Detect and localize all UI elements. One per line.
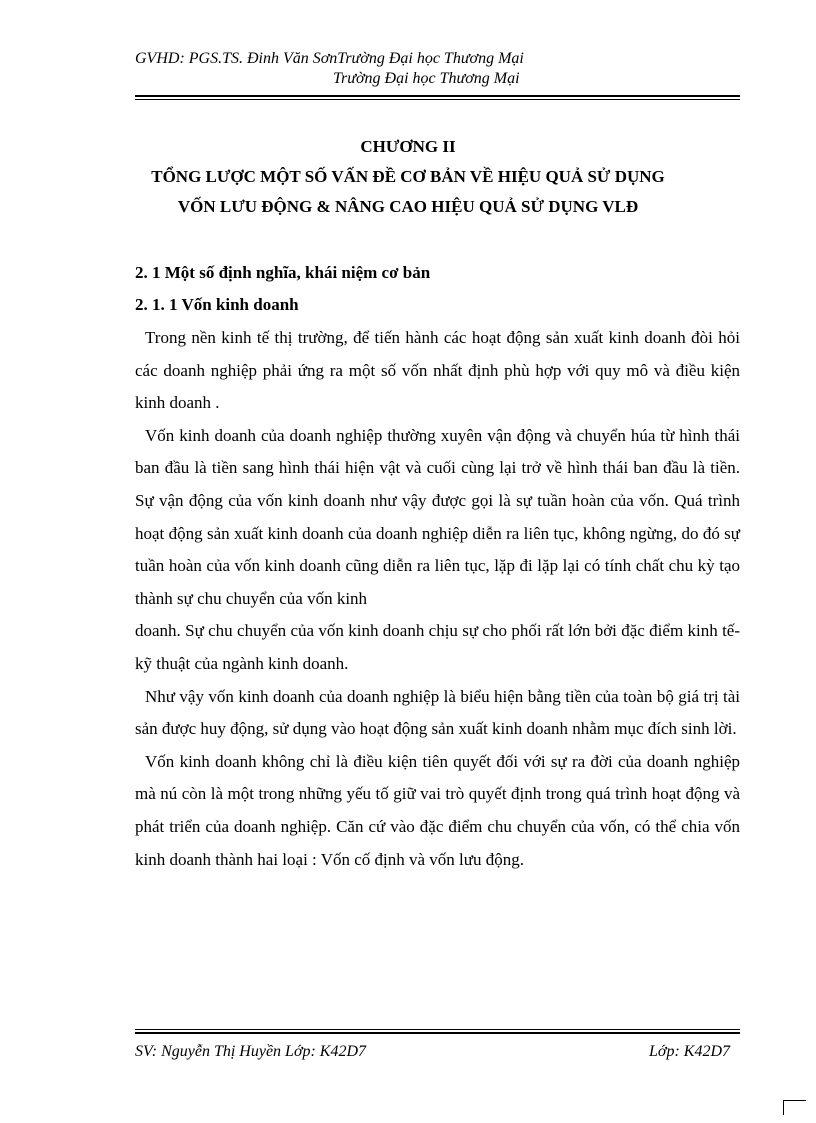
- chapter-number: CHƯƠNG II: [360, 137, 456, 156]
- footer-student: SV: Nguyễn Thị Huyền Lớp: K42D7: [135, 1043, 367, 1060]
- page-footer: [135, 1029, 740, 1062]
- paragraph-4: Như vậy vốn kinh doanh của doanh nghiệp là biểu hiện bằng tiền của toàn bộ giá trị tài sản được huy động, sử dụng vào hoạt động sản xuất kinh doanh nhằm mục đích sinh lời.: [135, 686, 740, 739]
- paragraph-1: Trong nền kinh tế thị trường, để tiến hành các hoạt động sản xuất kinh doanh đòi hỏi các doanh nghiệp phải ứng ra một số vốn nhất định phù hợp với quy mô và điều kiện kinh doanh .: [135, 328, 740, 413]
- body-text: [135, 322, 740, 876]
- header-rule: [135, 95, 740, 100]
- chapter-title-line-1: TỔNG LƯỢC MỘT SỐ VẤN ĐỀ CƠ BẢN VỀ HIỆU QUẢ SỬ DỤNG: [151, 167, 665, 186]
- chapter-title-line-2: VỐN LƯU ĐỘNG & NÂNG CAO HIỆU QUẢ SỬ DỤNG VLĐ: [177, 197, 639, 216]
- paragraph-5: Vốn kinh doanh không chỉ là điều kiện tiên quyết đối với sự ra đời của doanh nghiệp mà nú còn là một trong những yếu tố giữ vai trò quyết định trong quá trình hoạt động và phát triển của doanh nghiệp. Căn cứ vào đặc điểm chu chuyển của vốn, có thể chia vốn kinh doanh thành hai loại : Vốn cố định và vốn lưu động.: [135, 751, 740, 869]
- paragraph-2: Vốn kinh doanh của doanh nghiệp thường xuyên vận động và chuyển húa từ hình thái ban đầu là tiền sang hình thái hiện vật và cuối cùng lại trở về hình thái ban đầu là tiền. Sự vận động của vốn kinh doanh như vậy được gọi là sự tuần hoàn của vốn. Quá trình hoạt động sản xuất kinh doanh của doanh nghiệp diễn ra liên tục, không ngừng, do đó sự tuần hoàn của vốn kinh doanh cũng diễn ra liên tục, lặp đi lặp lại có tính chất chu kỳ tạo thành sự chu chuyển của vốn kinh: [135, 425, 740, 608]
- paragraph-3: doanh. Sự chu chuyển của vốn kinh doanh chịu sự cho phối rất lớn bởi đặc điểm kinh tế- kỹ thuật của ngành kinh doanh.: [135, 621, 740, 673]
- crop-mark: [783, 1100, 806, 1115]
- chapter-heading: [0, 132, 816, 222]
- header-university: Trường Đại học Thương Mại: [333, 70, 520, 87]
- section-heading-2-1-1: 2. 1. 1 Vốn kinh doanh: [135, 295, 299, 314]
- header-advisor: GVHD: PGS.TS. Đinh Văn SơnTrường Đại học Thương Mại: [135, 50, 524, 67]
- footer-class: Lớp: K42D7: [649, 1043, 730, 1060]
- footer-rule: [135, 1029, 740, 1034]
- page-header: [135, 49, 740, 100]
- section-heading-2-1: 2. 1 Một số định nghĩa, khái niệm cơ bản: [135, 263, 431, 282]
